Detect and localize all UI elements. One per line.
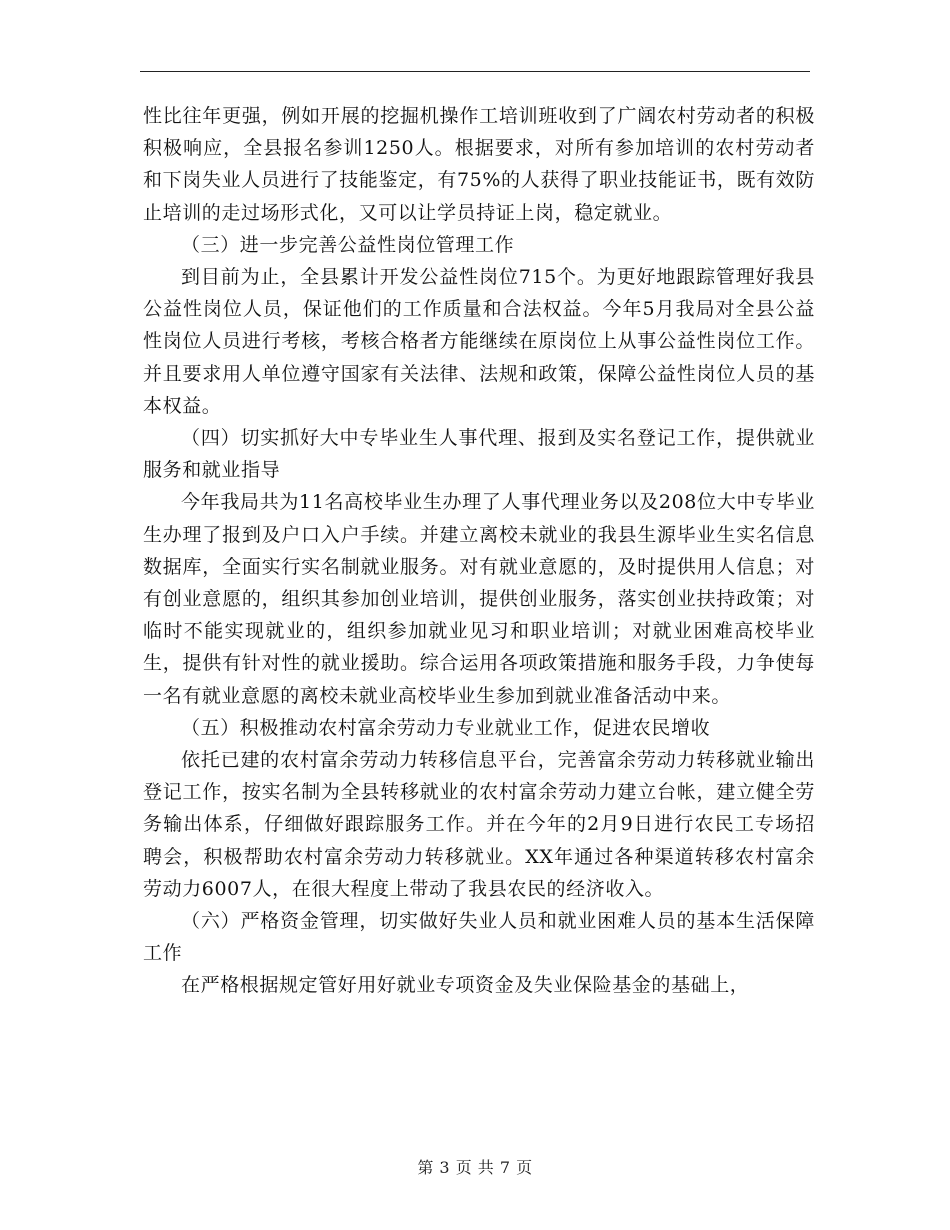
header-rule [140, 71, 810, 72]
section-heading-4: （四）切实抓好大中专毕业生人事代理、报到及实名登记工作，提供就业服务和就业指导 [143, 427, 815, 482]
paragraph-rural-labor: 依托已建的农村富余劳动力转移信息平台，完善富余劳动力转移就业输出登记工作，按实名制为全县转移就业的农村富余劳动力建立台帐，建立健全劳务输出体系，仔细做好跟踪服务工作。并在今年的2月9日进行农民工专场招聘会，积极帮助农村富余劳动力转移就业。XX年通过各种渠道转移农村富余劳动力6007人，在很大程度上带动了我县农民的经济收入。 [143, 749, 815, 900]
section-heading-5: （五）积极推动农村富余劳动力专业就业工作，促进农民增收 [181, 716, 711, 739]
section-heading-3: （三）进一步完善公益性岗位管理工作 [181, 233, 515, 256]
paragraph-public-posts: 到目前为止，全县累计开发公益性岗位715个。为更好地跟踪管理好我县公益性岗位人员，保证他们的工作质量和合法权益。今年5月我局对全县公益性岗位人员进行考核，考核合格者方能继续在原岗位上从事公益性岗位工作。并且要求用人单位遵守国家有关法律、法规和政策，保障公益性岗位人员的基本权益。 [143, 266, 815, 417]
footer-middle: 页 共 [455, 1158, 495, 1177]
footer-prefix: 第 [417, 1158, 434, 1177]
page-footer [0, 1155, 950, 1178]
paragraph-continuation: 性比往年更强，例如开展的挖掘机操作工培训班收到了广阔农村劳动者的积极积极响应，全县报名参训1250人。根据要求，对所有参加培训的农村劳动者和下岗失业人员进行了技能鉴定，有75%的人获得了职业技能证书，既有效防止培训的走过场形式化，又可以让学员持证上岗，稳定就业。 [143, 105, 815, 224]
footer-page-number: 3 [439, 1158, 451, 1177]
paragraph-graduates: 今年我局共为11名高校毕业生办理了人事代理业务以及208位大中专毕业生办理了报到及户口入户手续。并建立离校未就业的我县生源毕业生实名信息数据库，全面实行实名制就业服务。对有就业意愿的，及时提供用人信息；对有创业意愿的，组织其参加创业培训，提供创业服务，落实创业扶持政策；对临时不能实现就业的，组织参加就业见习和职业培训；对就业困难高校毕业生，提供有针对性的就业援助。综合运用各项政策措施和服务手段，力争使每一名有就业意愿的离校未就业高校毕业生参加到就业准备活动中来。 [143, 491, 815, 707]
section-heading-6: （六）严格资金管理，切实做好失业人员和就业困难人员的基本生活保障工作 [143, 910, 815, 965]
document-body [143, 100, 815, 1002]
footer-suffix: 页 [516, 1158, 533, 1177]
paragraph-funds: 在严格根据规定管好用好就业专项资金及失业保险基金的基础上， [181, 974, 750, 997]
footer-total-pages: 7 [499, 1158, 511, 1177]
